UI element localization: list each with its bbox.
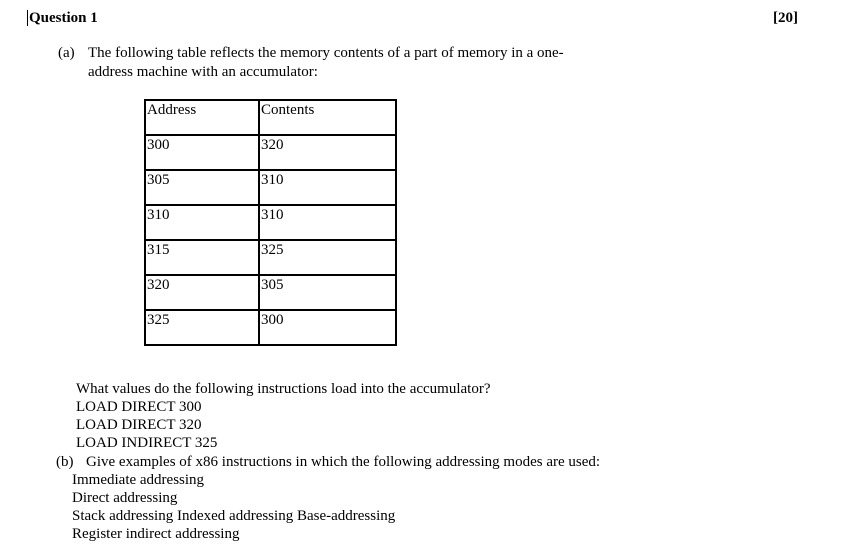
addressing-mode-item: Direct addressing (72, 490, 178, 506)
instruction-item: LOAD INDIRECT 325 (76, 435, 218, 451)
question-title (29, 10, 98, 27)
table-row (145, 205, 396, 240)
table-row (145, 240, 396, 275)
table-cell-address: 315 (145, 240, 259, 275)
table-row (145, 170, 396, 205)
table-header-contents: Contents (259, 100, 396, 135)
part-a-label: (a) (58, 45, 75, 61)
table-cell-address: 305 (145, 170, 259, 205)
addressing-mode-item: Stack addressing Indexed addressing Base-addressing (72, 508, 396, 524)
table-row (145, 275, 396, 310)
instruction-item: LOAD DIRECT 300 (76, 399, 202, 415)
part-a-question: What values do the following instructions load into the accumulator? (76, 381, 491, 397)
part-a-intro-line2: address machine with an accumulator: (88, 64, 318, 80)
addressing-mode-item: Register indirect addressing (72, 526, 240, 542)
addressing-mode-item: Immediate addressing (72, 472, 205, 488)
table-cell-contents: 320 (259, 135, 396, 170)
table-cell-address: 310 (145, 205, 259, 240)
instruction-item: LOAD DIRECT 320 (76, 417, 202, 433)
table-header-row (145, 100, 396, 135)
table-cell-address: 320 (145, 275, 259, 310)
table-cell-contents: 325 (259, 240, 396, 275)
table-header-address: Address (145, 100, 259, 135)
question-title-text: Question 1 (29, 10, 98, 26)
part-a-intro-line1: The following table reflects the memory contents of a part of memory in a one- (88, 45, 564, 61)
part-b-label: (b) (56, 454, 74, 470)
part-b-text: Give examples of x86 instructions in which the following addressing modes are used: (86, 454, 601, 470)
table-cell-contents: 300 (259, 310, 396, 345)
table-cell-contents: 310 (259, 205, 396, 240)
table-cell-contents: 310 (259, 170, 396, 205)
table-cell-contents: 305 (259, 275, 396, 310)
table-cell-address: 300 (145, 135, 259, 170)
question-marks: [20] (773, 10, 798, 26)
table-row (145, 135, 396, 170)
table-cell-address: 325 (145, 310, 259, 345)
memory-table (144, 99, 397, 346)
table-row (145, 310, 396, 345)
